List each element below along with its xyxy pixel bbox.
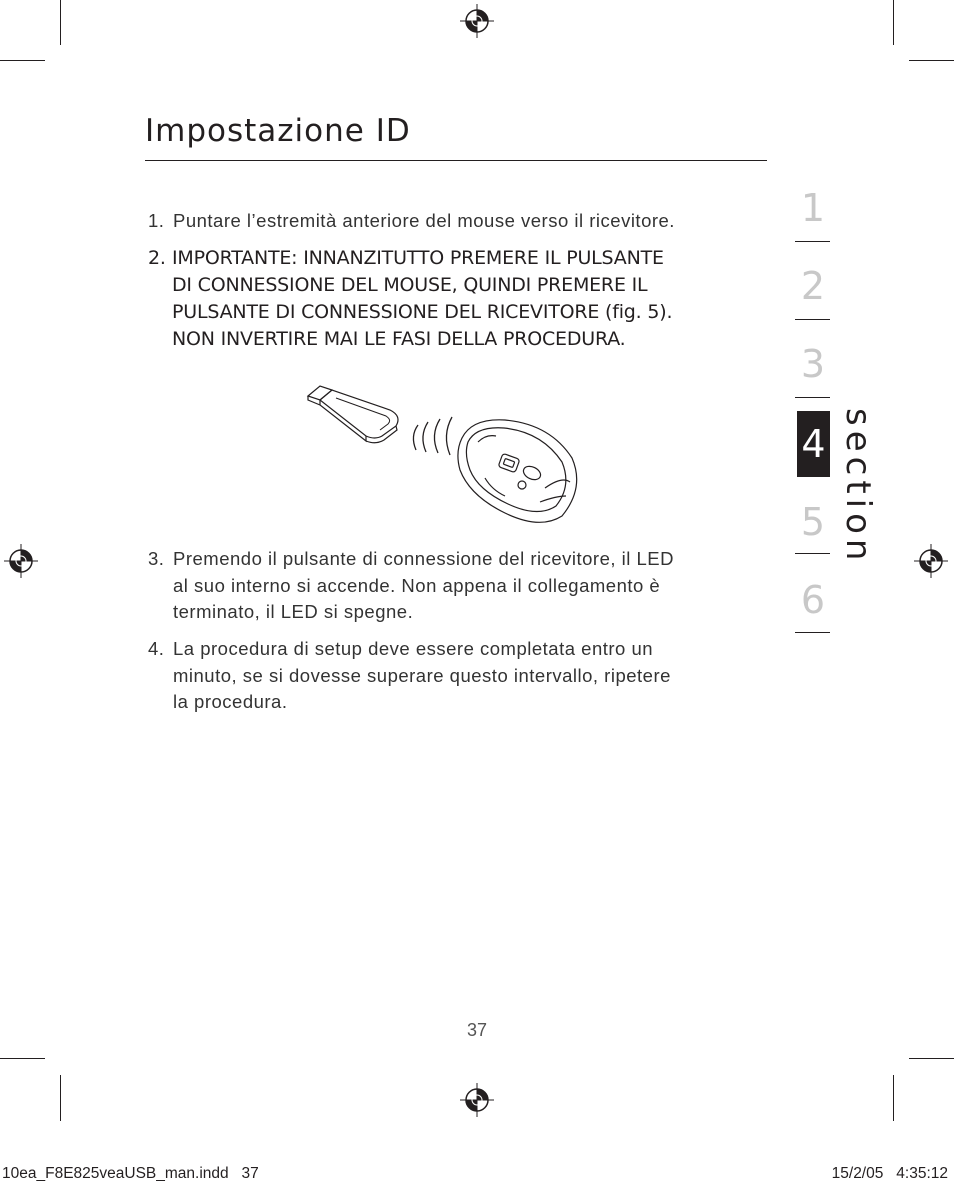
step-text-line: DI CONNESSIONE DEL MOUSE, QUINDI PREMERE IL: [172, 274, 648, 296]
section-divider: [795, 319, 830, 320]
step-text-line: al suo interno si accende. Non appena il collegamento è: [173, 574, 661, 596]
section-2-link[interactable]: 2: [800, 264, 826, 308]
step-text-line: IMPORTANTE: INNANZITUTTO PREMERE IL PULSANTE: [172, 247, 664, 269]
section-divider: [795, 241, 830, 242]
step-number: 3.: [148, 548, 165, 569]
crop-mark: [909, 60, 954, 61]
step-text-line: NON INVERTIRE MAI LE FASI DELLA PROCEDURA.: [172, 328, 626, 350]
section-4-active[interactable]: 4: [797, 411, 830, 477]
usb-receiver-icon: [308, 386, 398, 443]
step-text-line: Premendo il pulsante di connessione del ricevitore, il LED: [173, 548, 675, 569]
section-6-link[interactable]: 6: [800, 578, 826, 622]
step-3: [148, 546, 768, 626]
crop-mark: [60, 1075, 61, 1121]
title-divider: [145, 160, 767, 161]
registration-mark-icon: [4, 544, 38, 578]
crop-mark: [0, 60, 45, 61]
slug-filename: 10ea_F8E825veaUSB_man.indd 37: [2, 1165, 259, 1182]
slug-timestamp: 15/2/05 4:35:12: [831, 1165, 948, 1182]
step-number: 1.: [148, 210, 165, 231]
step-text-line: la procedura.: [173, 691, 288, 712]
section-divider: [795, 632, 830, 633]
crop-mark: [0, 1058, 45, 1059]
step-2: [148, 245, 768, 353]
step-number: 2.: [148, 247, 166, 269]
registration-mark-icon: [460, 1083, 494, 1117]
section-divider: [795, 553, 830, 554]
registration-mark-icon: [460, 4, 494, 38]
mouse-underside-icon: [458, 420, 577, 523]
step-4: [148, 636, 768, 716]
step-text-line: terminato, il LED si spegne.: [173, 601, 414, 622]
step-text-line: minuto, se si dovesse superare questo intervallo, ripetere: [173, 664, 671, 686]
crop-mark: [893, 1075, 894, 1121]
crop-mark: [893, 0, 894, 45]
wireless-signal-icon: [413, 417, 452, 455]
step-number: 4.: [148, 638, 165, 659]
section-divider: [795, 397, 830, 398]
section-1-link[interactable]: 1: [800, 186, 826, 230]
step-text-line: La procedura di setup deve essere completata entro un: [173, 638, 654, 659]
section-label: section: [838, 408, 878, 566]
step-text-line: PULSANTE DI CONNESSIONE DEL RICEVITORE (fig. 5).: [172, 301, 673, 323]
section-5-link[interactable]: 5: [800, 500, 826, 544]
crop-mark: [60, 0, 61, 45]
page-number: 37: [466, 1020, 488, 1040]
step-text: Puntare l’estremità anteriore del mouse verso il ricevitore.: [173, 210, 675, 231]
registration-mark-icon: [914, 544, 948, 578]
section-3-link[interactable]: 3: [800, 342, 826, 386]
step-1: [148, 208, 768, 235]
page-title: Impostazione ID: [145, 113, 411, 149]
mouse-receiver-illustration: [300, 378, 585, 528]
crop-mark: [909, 1058, 954, 1059]
